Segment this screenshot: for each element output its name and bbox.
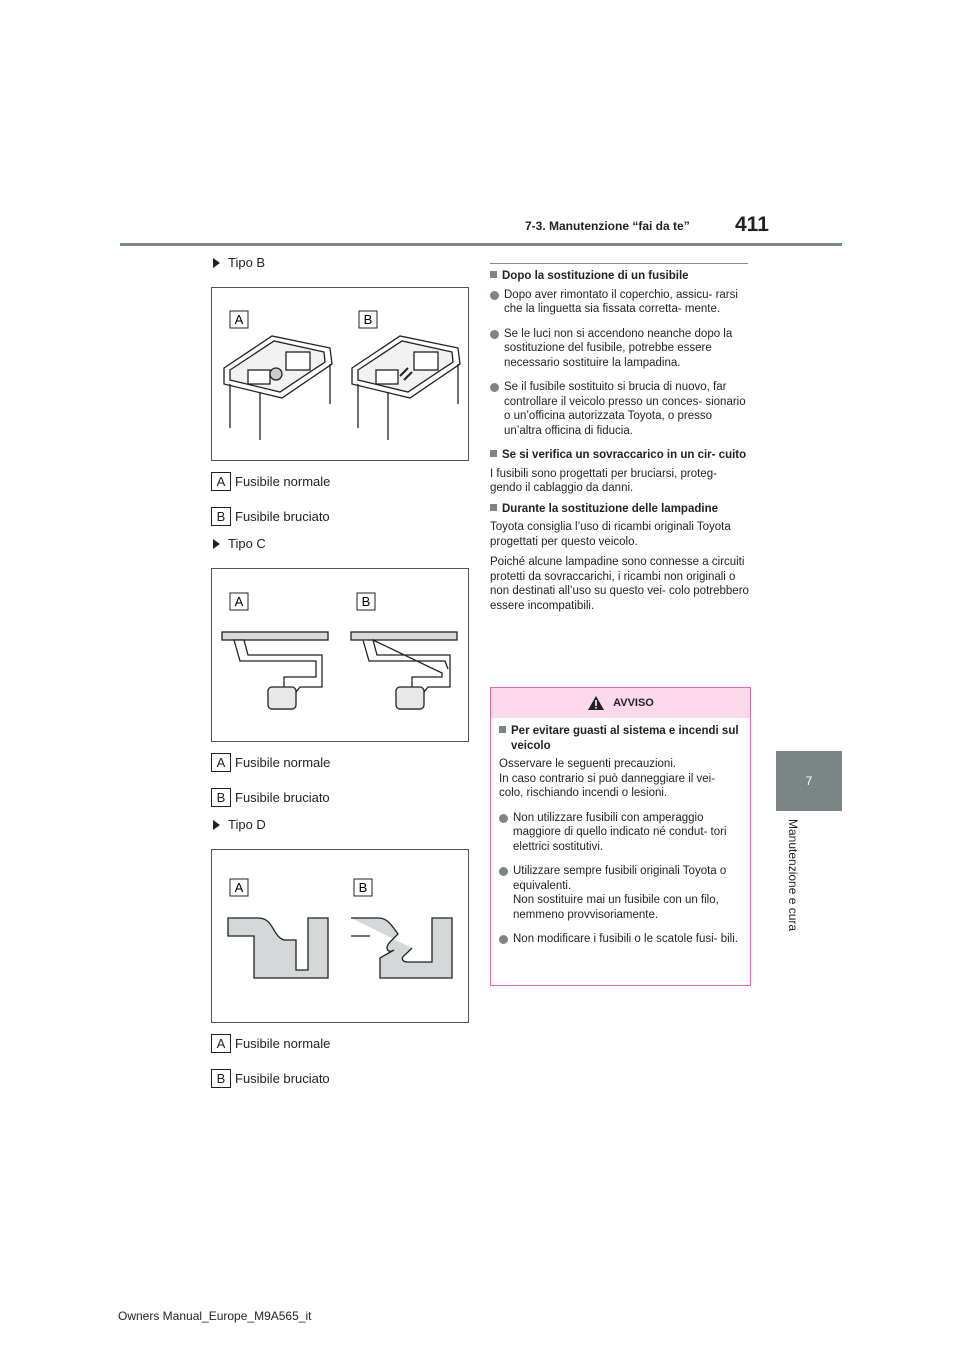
warning-triangle-icon [587, 695, 605, 711]
overload-text: I fusibili sono progettati per bruciarsi, proteg- gendo il cablaggio da danni. [490, 467, 717, 494]
arrow-icon [213, 258, 220, 268]
warning-box [490, 687, 751, 986]
svg-text:A: A [234, 880, 244, 895]
type-b-label: Tipo B [228, 255, 266, 270]
warning-header [491, 688, 750, 718]
letter-a-badge: A [211, 1034, 231, 1053]
type-c-figure [211, 568, 469, 742]
caption-blown-b: B Fusibile bruciato [211, 507, 330, 526]
caption-normal-d: A Fusibile normale [211, 1034, 330, 1053]
letter-a-badge: A [211, 753, 231, 772]
svg-text:B: B [361, 594, 371, 609]
bullet-item: Se le luci non si accendono neanche dopo la sostituzione del fusibile, potrebbe essere necessario sostituire la lampadina. [490, 327, 750, 371]
bullet-item: Dopo aver rimontato il coperchio, assicu- rarsi che la linguetta sia fissata corretta- mente. [490, 288, 750, 317]
svg-text:A: A [234, 594, 244, 609]
chapter-tab: 7 [776, 751, 842, 811]
warning-intro-2: In caso contrario si può danneggiare il vei- colo, rischiando incendi o lesioni. [499, 772, 716, 799]
footer-text: Owners Manual_Europe_M9A565_it [118, 1309, 312, 1323]
warning-bullet: Non utilizzare fusibili con amperaggio maggiore di quello indicato né condut- tori elettrici sostitutivi. [499, 811, 742, 855]
caption-blown-d: B Fusibile bruciato [211, 1069, 330, 1088]
type-b-figure [211, 287, 469, 461]
fuse-type-d-illustration [212, 850, 468, 1022]
letter-b-badge: B [211, 788, 231, 807]
chapter-label: Manutenzione e cura [786, 819, 800, 932]
arrow-icon [213, 820, 220, 830]
svg-text:B: B [363, 312, 373, 327]
caption-blown-c: B Fusibile bruciato [211, 788, 330, 807]
letter-b-badge: B [211, 507, 231, 526]
caption-normal-c: A Fusibile normale [211, 753, 330, 772]
letter-a-badge: A [211, 472, 231, 491]
type-b-heading [213, 255, 265, 270]
header-rule [120, 243, 842, 246]
section-rule [490, 263, 748, 264]
warning-bullet: Non modificare i fusibili o le scatole fusi- bili. [499, 932, 742, 947]
bullet-item: Se il fusibile sostituito si brucia di nuovo, far controllare il veicolo presso un conces- sionario o un’officina autorizzata Toyota, o presso un’altra officina di fiducia. [490, 380, 750, 438]
bulb-text-1: Toyota consiglia l’uso di ricambi originali Toyota progettati per questo veicolo. [490, 521, 731, 548]
type-d-figure [211, 849, 469, 1023]
type-d-heading [213, 817, 266, 832]
warning-title: AVVISO [613, 697, 654, 709]
arrow-icon [213, 539, 220, 549]
heading-bulb-replacement: Durante la sostituzione delle lampadine [490, 502, 750, 517]
type-d-label: Tipo D [228, 817, 266, 832]
warning-intro-1: Osservare le seguenti precauzioni. [499, 758, 677, 770]
bulb-text-2: Poiché alcune lampadine sono connesse a circuiti protetti da sovraccarichi, i ricambi non originali o non destinati all’uso su questo vei- colo potrebbero essere incompatibili. [490, 556, 749, 612]
svg-text:B: B [358, 880, 368, 895]
type-c-heading [213, 536, 266, 551]
fuse-type-c-illustration [212, 569, 468, 741]
fuse-type-b-illustration [212, 288, 468, 460]
type-c-label: Tipo C [228, 536, 266, 551]
heading-after-replacement: Dopo la sostituzione di un fusibile [490, 269, 750, 284]
caption-normal-b: A Fusibile normale [211, 472, 330, 491]
letter-b-badge: B [211, 1069, 231, 1088]
warning-bullet: Utilizzare sempre fusibili originali Toyota o equivalenti. Non sostituire mai un fusibile con un filo, nemmeno provvisoriamente. [499, 864, 742, 922]
right-column [490, 269, 750, 619]
page-number: 411 [735, 213, 769, 236]
svg-text:A: A [234, 312, 244, 327]
warning-heading: Per evitare guasti al sistema e incendi sul veicolo [499, 724, 742, 753]
heading-overload: Se si verifica un sovraccarico in un cir- cuito [490, 448, 750, 463]
section-title: 7-3. Manutenzione “fai da te” [525, 219, 690, 233]
